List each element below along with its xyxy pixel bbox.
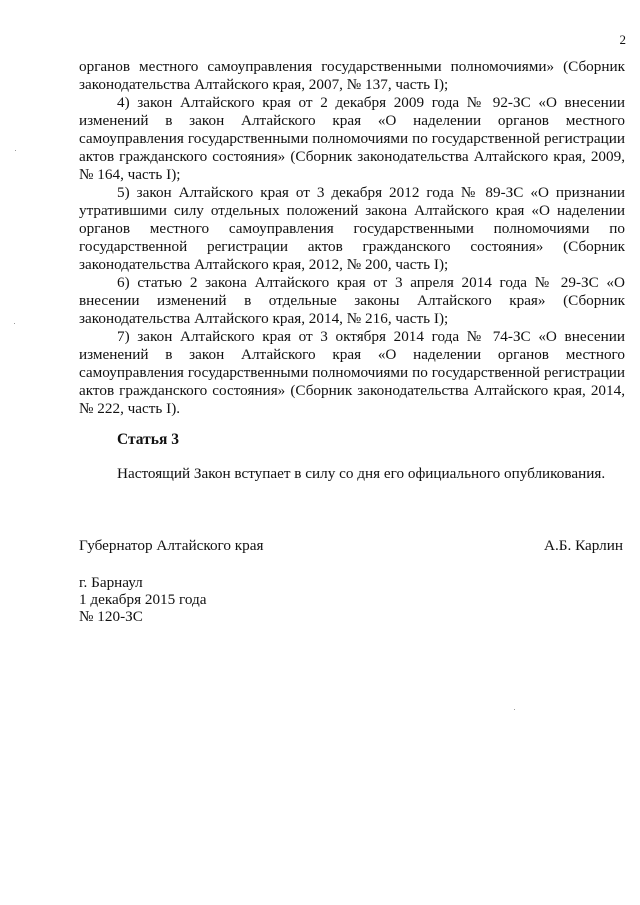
paragraph-item-4: 4) закон Алтайского края от 2 декабря 2009 года № 92-ЗС «О внесении изменений в закон Алтайского края «О наделении органов местного самоуправления государственными полномочиями по государственной регистрации актов гражданского состояния» (Сборник законодательства Алтайского края, 2009, № 164, часть I); xyxy=(79,94,625,183)
paragraph-item-7: 7) закон Алтайского края от 3 октября 2014 года № 74-ЗС «О внесении изменений в закон Алтайского края «О наделении органов местного самоуправления государственными полномочиями по государственной регистрации актов гражданского состояния» (Сборник законодательства Алтайского края, 2014, № 222, часть I). xyxy=(79,328,625,417)
article-heading: Статья 3 xyxy=(117,431,179,448)
paragraph-item-6: 6) статью 2 закона Алтайского края от 3 апреля 2014 года № 29-ЗС «О внесении изменений в отдельные законы Алтайского края» (Сборник законодательства Алтайского края, 2014, № 216, часть I); xyxy=(79,274,625,327)
issue-date: 1 декабря 2015 года xyxy=(79,591,207,608)
signature-title: Губернатор Алтайского края xyxy=(79,537,264,554)
paragraph-continuation: органов местного самоуправления государственными полномочиями» (Сборник законодательства Алтайского края, 2007, № 137, часть I); xyxy=(79,58,625,93)
article-text: Настоящий Закон вступает в силу со дня его официального опубликования. xyxy=(117,465,606,482)
issue-number: № 120-ЗС xyxy=(79,608,143,625)
paragraph-item-5: 5) закон Алтайского края от 3 декабря 2012 года № 89-ЗС «О признании утратившими силу отдельных положений закона Алтайского края «О наделении органов местного самоуправления государственными полномочиями по государственной регистрации актов гражданского состояния» (Сборник законодательства Алтайского края, 2012, № 200, часть I); xyxy=(79,184,625,273)
law-amendments-list xyxy=(79,58,625,418)
issue-place: г. Барнаул xyxy=(79,574,143,591)
signature-name: А.Б. Карлин xyxy=(544,537,623,554)
scan-mark xyxy=(514,709,515,710)
page-number: 2 xyxy=(619,32,626,47)
scan-mark xyxy=(14,323,15,324)
scan-mark xyxy=(15,150,16,151)
issue-info xyxy=(79,574,207,625)
